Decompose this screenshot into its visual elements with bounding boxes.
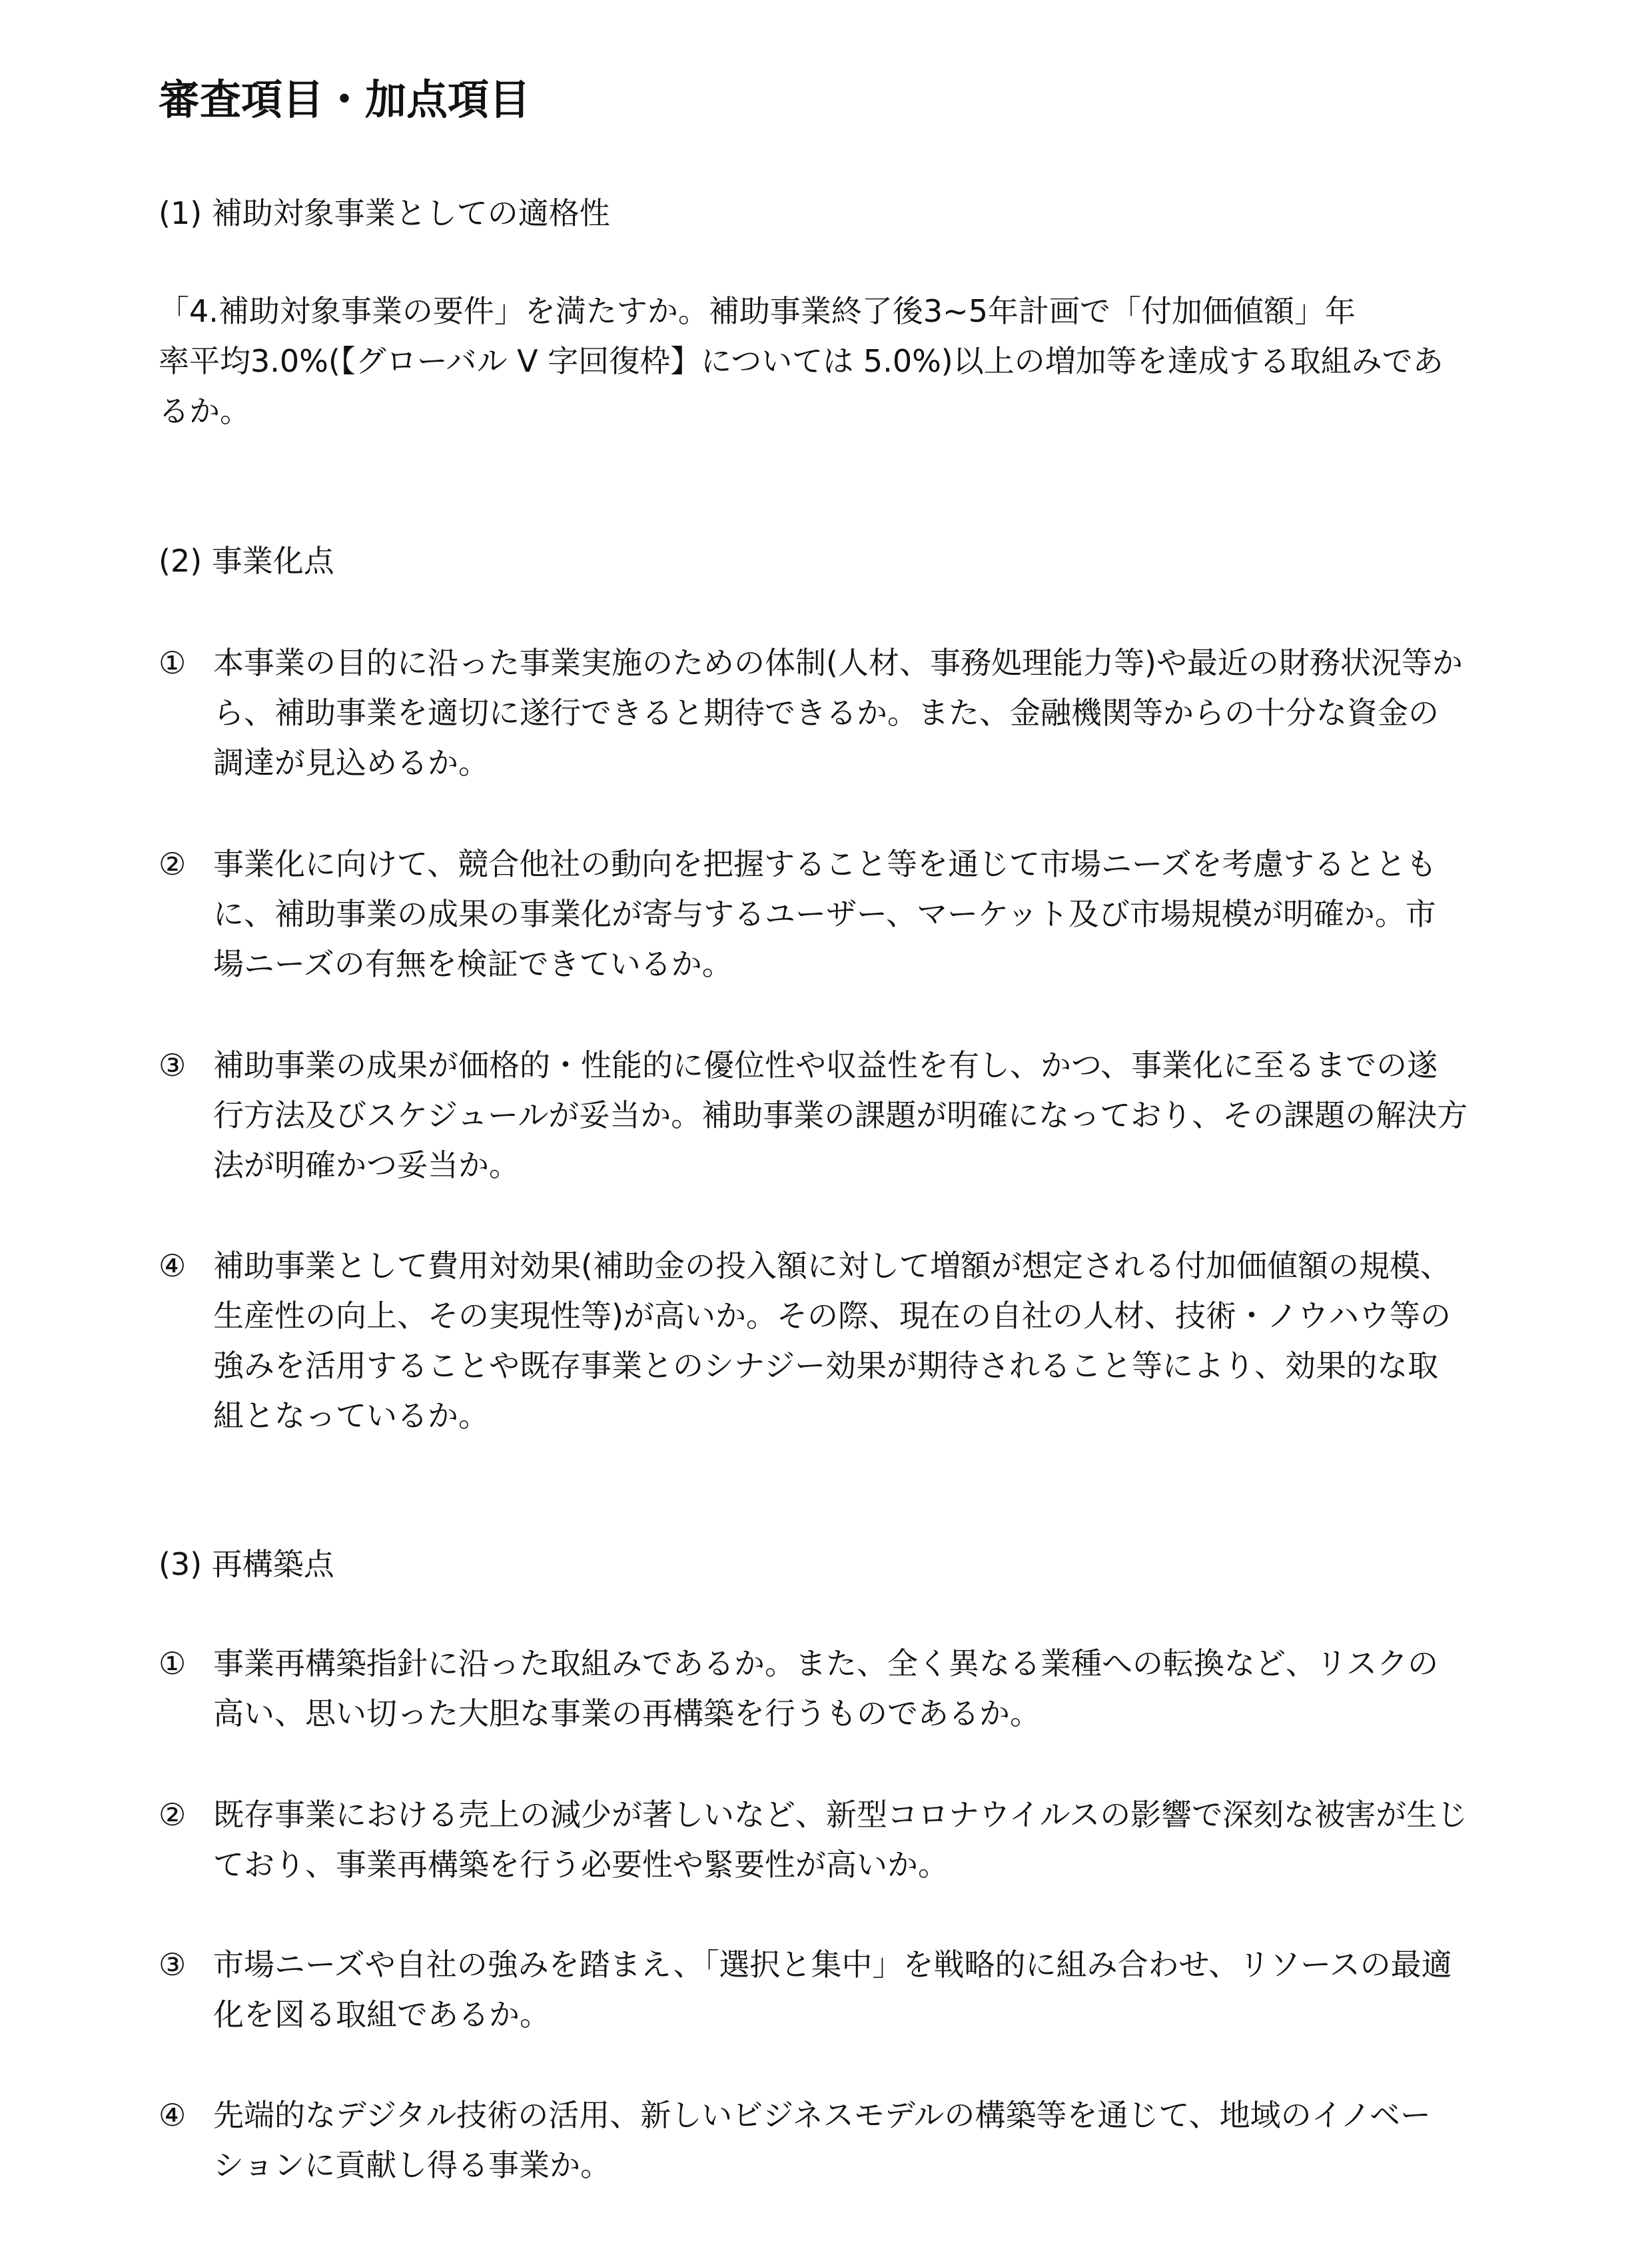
item-line: 既存事業における売上の減少が著しいなど、新型コロナウイルスの影響で深刻な被害が生じ [213, 1797, 1468, 1833]
paragraph-line: 「4.補助対象事業の要件」を満たすか。補助事業終了後3~5年計画で「付加価値額」年 [159, 293, 1356, 329]
item-marker: ② [159, 846, 187, 882]
item-line: 事業化に向けて、競合他社の動向を把握すること等を通じて市場ニーズを考慮するととも [213, 846, 1437, 882]
item-line: 強みを活用することや既存事業とのシナジー効果が期待されること等により、効果的な取 [213, 1348, 1439, 1384]
item-line: 先端的なデジタル技術の活用、新しいビジネスモデルの構築等を通じて、地域のイノベー [213, 2097, 1432, 2133]
item-line: に、補助事業の成果の事業化が寄与するユーザー、マーケット及び市場規模が明確か。市 [213, 896, 1436, 932]
list-item [159, 638, 1584, 788]
item-line: 法が明確かつ妥当か。 [213, 1147, 520, 1183]
item-marker: ① [159, 1645, 187, 1681]
item-line: 高い、思い切った大胆な事業の再構築を行うものであるか。 [213, 1695, 1040, 1731]
item-line: 補助事業の成果が価格的・性能的に優位性や収益性を有し、かつ、事業化に至るまでの遂 [213, 1047, 1438, 1083]
list-item [159, 1790, 1584, 1890]
item-body [213, 1639, 1584, 1739]
item-body [213, 2090, 1584, 2190]
item-line: 事業再構築指針に沿った取組みであるか。また、全く異なる業種への転換など、リスクの [213, 1645, 1439, 1681]
item-marker: ② [159, 1797, 187, 1833]
item-body [213, 839, 1584, 989]
list-item [159, 839, 1584, 989]
item-marker: ④ [159, 2097, 187, 2133]
item-body [213, 1241, 1584, 1441]
list-item [159, 1940, 1584, 2040]
item-line: ションに貢献し得る事業か。 [213, 2147, 612, 2183]
item-marker: ① [159, 645, 187, 681]
list-item [159, 1639, 1584, 1739]
item-body [213, 1790, 1584, 1890]
item-line: 化を図る取組であるか。 [213, 1997, 550, 2033]
item-body [213, 1940, 1584, 2040]
item-line: 市場ニーズや自社の強みを踏まえ、「選択と集中」を戦略的に組み合わせ、リソースの最適 [213, 1947, 1452, 1983]
section-heading-3: (3) 再構築点 [159, 1546, 334, 1582]
list-item [159, 2090, 1584, 2190]
paragraph-line: 率平均3.0%(【グローバル V 字回復枠】については 5.0%)以上の増加等を達成する取組みであ [159, 343, 1444, 379]
item-marker: ③ [159, 1947, 187, 1983]
item-line: 調達が見込めるか。 [213, 745, 489, 781]
item-body [213, 638, 1584, 788]
item-line: 生産性の向上、その実現性等)が高いか。その際、現在の自社の人材、技術・ノウハウ等の [213, 1298, 1451, 1334]
item-line: ており、事業再構築を行う必要性や緊要性が高いか。 [213, 1847, 949, 1883]
item-body [213, 1041, 1584, 1190]
item-line: 場ニーズの有無を検証できているか。 [213, 946, 733, 982]
item-line: 補助事業として費用対効果(補助金の投入額に対して増額が想定される付加価値額の規模、 [213, 1248, 1451, 1284]
item-marker: ③ [159, 1047, 187, 1083]
item-line: 本事業の目的に沿った事業実施のための体制(人材、事務処理能力等)や最近の財務状況等か [213, 645, 1463, 681]
section-heading-2: (2) 事業化点 [159, 543, 334, 579]
section-heading-1: (1) 補助対象事業としての適格性 [159, 195, 610, 231]
page-title: 審査項目・加点項目 [159, 75, 531, 124]
list-item [159, 1041, 1584, 1190]
item-line: ら、補助事業を適切に遂行できると期待できるか。また、金融機関等からの十分な資金の [213, 695, 1439, 731]
list-item [159, 1241, 1584, 1441]
item-line: 組となっているか。 [213, 1398, 489, 1434]
item-marker: ④ [159, 1248, 187, 1284]
paragraph-line: るか。 [159, 393, 250, 429]
item-line: 行方法及びスケジュールが妥当か。補助事業の課題が明確になっており、その課題の解決方 [213, 1097, 1468, 1133]
section-1-paragraph [159, 286, 1584, 436]
